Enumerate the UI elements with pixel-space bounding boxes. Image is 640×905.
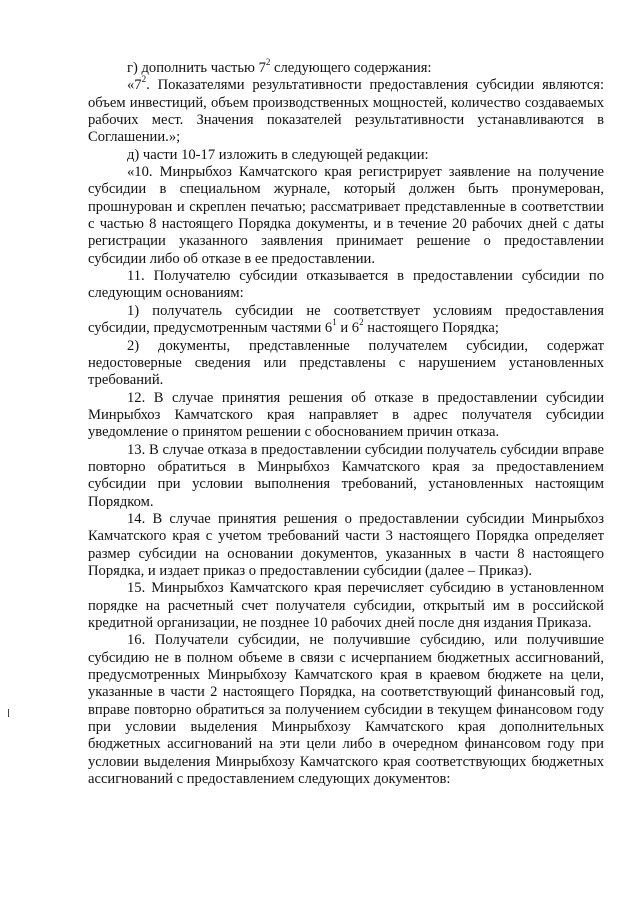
superscript: 1: [332, 317, 337, 328]
paragraph-text: 16. Получатели субсидии, не получившие субсидию, или получившие субсидию не в полном объеме в связи с исчерпанием бюджетных ассигнований, предусмотренных Минрыбхозу Камчатского края в краевом бюджете на цели, указанные в части 2 настоящего Порядка, на соответствующий финансовый год, вправе повторно обратиться за получением субсидии в текущем финансовом году при условии выделения Минрыбхозу Камчатского края дополнительных бюджетных ассигнований на эти цели либо в очередном финансовом году при условии выделения Минрыбхозу Камчатского края соответствующих бюджетных ассигнований с предоставлением следующих документов:: [88, 632, 604, 788]
paragraph-p7: [88, 338, 604, 390]
paragraph-text: д) части 10-17 изложить в следующей редакции:: [127, 146, 429, 163]
paragraph-p6: [88, 303, 604, 338]
paragraph-text: . Показателями результативности предоставления субсидии являются: объем инвестиций, объем производственных мощностей, количество создаваемых рабочих мест. Значения показателей результативности устанавливаются в Соглашении.»;: [88, 77, 604, 146]
paragraph-p9: [88, 442, 604, 511]
paragraph-text: г) дополнить частью 7: [127, 60, 266, 76]
paragraph-p5: [88, 268, 604, 303]
paragraph-text: и 6: [336, 320, 360, 337]
paragraph-text: 13. В случае отказа в предоставлении субсидии получатель субсидии вправе повторно обратиться в Минрыбхоз Камчатского края за предоставлением субсидии при условии выполнения требований, установленных настоящим Порядком.: [88, 441, 604, 510]
paragraph-text: 14. В случае принятия решения о предоставлении субсидии Минрыбхоз Камчатского края с учетом требований части 3 настоящего Порядка определяет размер субсидии на основании документов, указанных в части 8 настоящего Порядка, и издает приказ о предоставлении субсидии (далее – Приказ).: [88, 510, 604, 579]
paragraph-text: «7: [127, 77, 142, 94]
paragraph-text: 1) получатель субсидии не соответствует условиям предоставления субсидии, предусмотренным частями 6: [88, 302, 604, 337]
paragraph-text: следующего содержания:: [270, 60, 432, 76]
paragraph-p1: [88, 57, 604, 77]
paragraph-p10: [88, 511, 604, 580]
paragraph-p11: [88, 580, 604, 632]
paragraph-text: 12. В случае принятия решения об отказе в предоставлении субсидии Минрыбхоз Камчатского края направляет в адрес получателя субсидии уведомление о принятом решении с обоснованием причин отказа.: [88, 389, 604, 441]
superscript: 2: [359, 317, 364, 328]
paragraph-p4: [88, 164, 604, 268]
paragraph-text: 15. Минрыбхоз Камчатского края перечисляет субсидию в установленном порядке на расчетный счет получателя субсидии, открытый им в российской кредитной организации, не позднее 10 рабочих дней после дня издания Приказа.: [88, 580, 604, 631]
paragraph-p8: [88, 390, 604, 442]
paragraph-text: настоящего Порядка;: [363, 320, 499, 337]
paragraph-p2: [88, 74, 604, 146]
superscript: 2: [141, 74, 147, 85]
paragraph-text: 2) документы, представленные получателем субсидии, содержат недостоверные сведения или представлены с нарушением установленных требований.: [88, 337, 604, 389]
paragraph-text: «10. Минрыбхоз Камчатского края регистрирует заявление на получение субсидии в специальном журнале, который должен быть пронумерован, прошнурован и скреплен печатью; рассматривает представленные в соответствии с частью 8 настоящего Порядка документы, и в течение 20 рабочих дней с даты регистрации указанного заявления принимает решение о предоставлении субсидии либо об отказе в ее предоставлении.: [88, 164, 604, 267]
paragraph-p3: [88, 147, 604, 164]
paragraph-p12: [88, 632, 604, 788]
margin-mark: [8, 709, 9, 717]
superscript: 2: [265, 57, 271, 68]
document-page: [88, 57, 604, 788]
paragraph-text: 11. Получателю субсидии отказывается в предоставлении субсидии по следующим основаниям:: [88, 268, 604, 302]
